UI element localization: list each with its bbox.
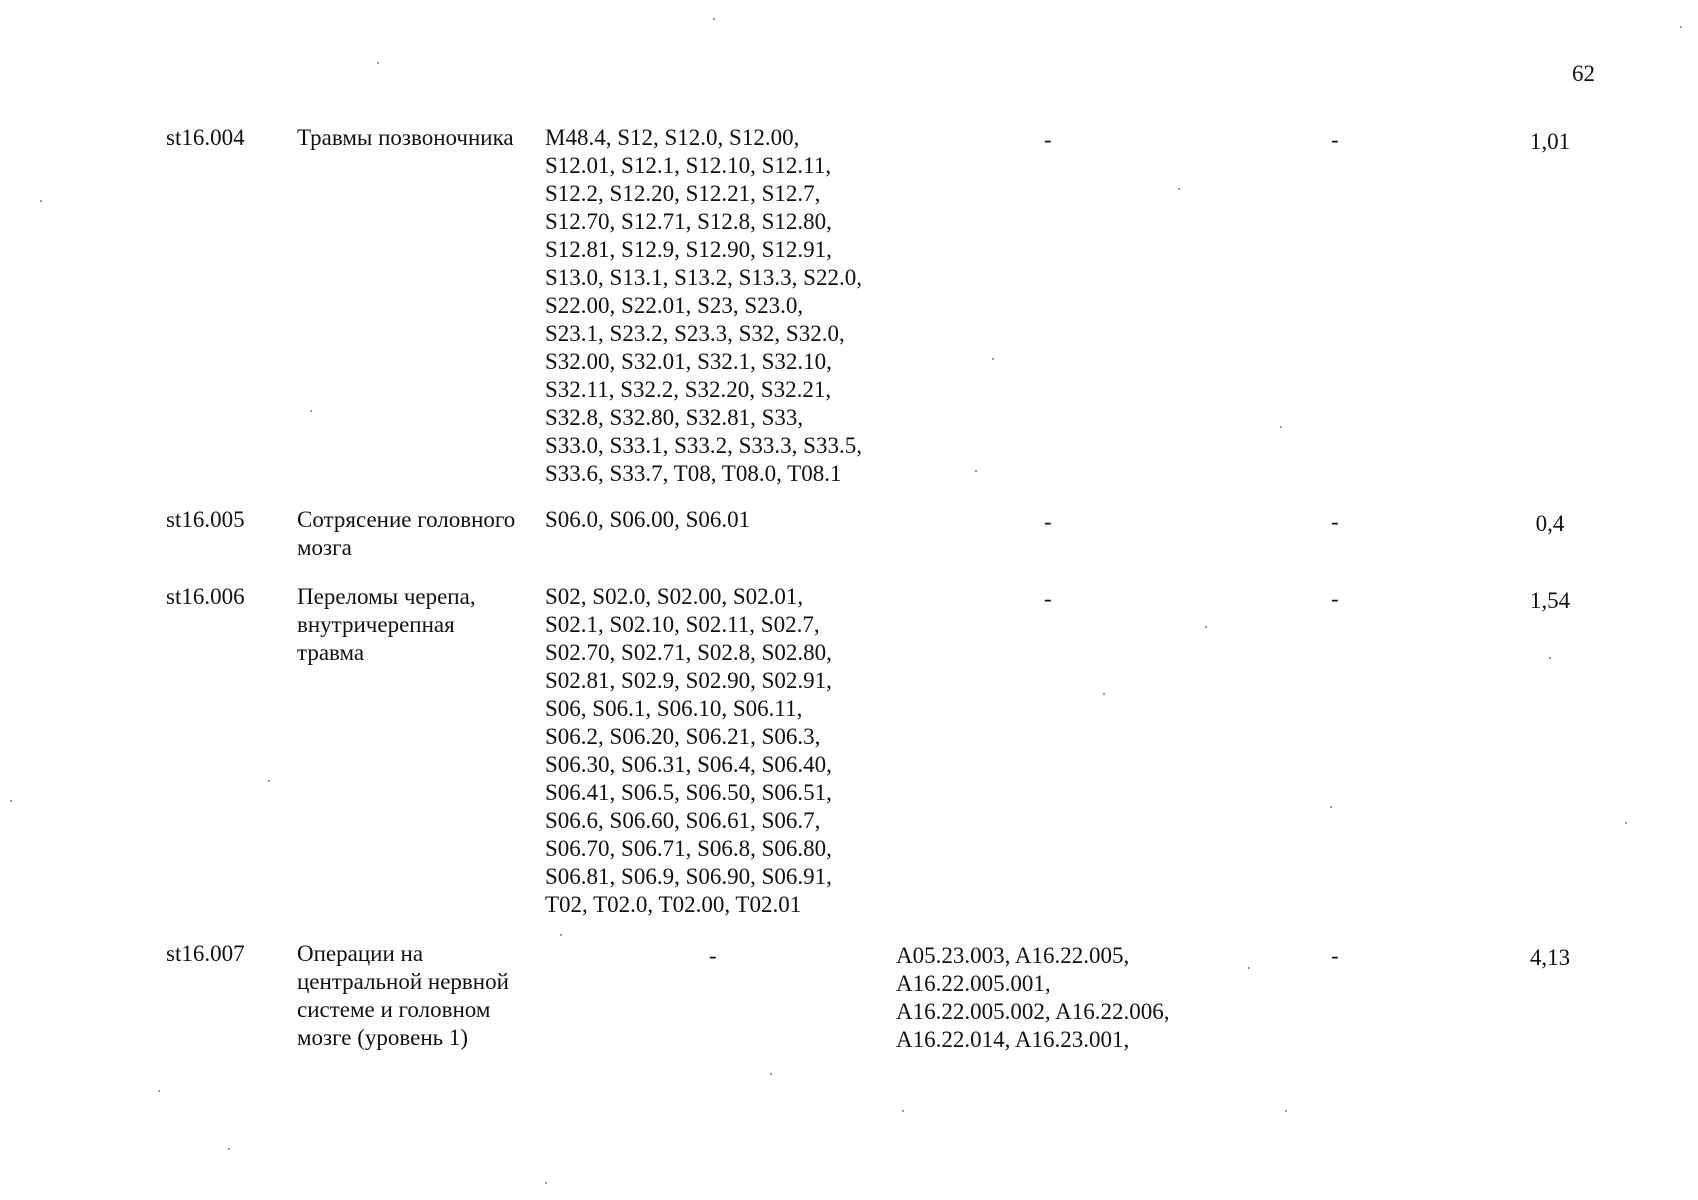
scan-speck: [992, 358, 994, 360]
scan-speck: [40, 200, 42, 202]
coefficient: 1,01: [1529, 129, 1571, 154]
scan-speck: [268, 780, 270, 782]
procedure-codes: -: [1044, 127, 1052, 152]
scan-speck: [902, 1110, 904, 1112]
scan-speck: [560, 934, 562, 936]
ksg-code: st16.005: [166, 507, 245, 532]
icd-codes: S02, S02.0, S02.00, S02.01, S02.1, S02.10, S02.11, S02.7, S02.70, S02.71, S02.8, S02.80, S02.81, S02.9, S02.90, S02.91, S06, S06.1, S06.10, S06.11, S06.2, S06.20, S06.21, S06.3, S06.30, S06.31, S06.4, S06.40, S06.41, S06.5, S06.50, S06.51, S06.6, S06.60, S06.61, S06.7, S06.70, S06.71, S06.8, S06.80, S06.81, S06.9, S06.90, S06.91, T02, T02.0, T02.00, T02.01: [545, 584, 832, 917]
scan-speck: [545, 1182, 547, 1184]
scan-speck: [10, 800, 12, 802]
procedure-codes: -: [1044, 586, 1052, 611]
scan-speck: [1549, 657, 1551, 659]
coefficient: 0,4: [1535, 511, 1565, 536]
scan-speck: [1205, 626, 1207, 628]
scan-speck: [228, 1148, 230, 1150]
scan-speck: [1625, 822, 1627, 824]
scan-speck: [1248, 967, 1250, 969]
icd-codes: M48.4, S12, S12.0, S12.00, S12.01, S12.1, S12.10, S12.11, S12.2, S12.20, S12.21, S12.7, S12.70, S12.71, S12.8, S12.80, S12.81, S12.9, S12.90, S12.91, S13.0, S13.1, S13.2, S13.3, S22.0, S22.00, S22.01, S23, S23.0, S23.1, S23.2, S23.3, S32, S32.0, S32.00, S32.01, S32.1, S32.10, S32.11, S32.2, S32.20, S32.21, S32.8, S32.80, S32.81, S33, S33.0, S33.1, S33.2, S33.3, S33.5, S33.6, S33.7, T08, T08.0, T08.1: [545, 125, 862, 486]
scan-speck: [1280, 426, 1282, 428]
ksg-name: Травмы позвоночника: [297, 125, 514, 150]
ksg-code: st16.004: [166, 125, 245, 150]
coefficient: 4,13: [1529, 945, 1571, 970]
scan-speck: [377, 62, 379, 64]
scan-speck: [975, 470, 977, 472]
ksg-name: Операции на центральной нервной системе и головном мозге (уровень 1): [297, 941, 509, 1050]
scan-speck: [770, 1073, 772, 1075]
scan-speck: [1285, 1110, 1287, 1112]
scan-speck: [158, 1090, 160, 1092]
scan-speck: [1680, 26, 1682, 28]
scan-speck: [1178, 188, 1180, 190]
icd-codes: S06.0, S06.00, S06.01: [545, 507, 751, 532]
page-number: 62: [1572, 61, 1595, 86]
extra-criteria: -: [1331, 586, 1339, 611]
icd-codes: -: [709, 943, 717, 968]
procedure-codes: -: [1044, 509, 1052, 534]
ksg-name: Сотрясение головного мозга: [297, 507, 516, 560]
extra-criteria: -: [1331, 509, 1339, 534]
ksg-code: st16.007: [166, 941, 245, 966]
scan-speck: [1330, 806, 1332, 808]
scan-speck: [310, 410, 312, 412]
procedure-codes: A05.23.003, A16.22.005, A16.22.005.001, A16.22.005.002, A16.22.006, A16.22.014, A16.23.001,: [896, 943, 1170, 1052]
ksg-code: st16.006: [166, 584, 245, 609]
scan-speck: [1103, 693, 1105, 695]
ksg-name: Переломы черепа, внутричерепная травма: [297, 584, 476, 665]
extra-criteria: -: [1331, 943, 1339, 968]
scan-speck: [713, 18, 715, 20]
coefficient: 1,54: [1529, 588, 1571, 613]
extra-criteria: -: [1331, 127, 1339, 152]
